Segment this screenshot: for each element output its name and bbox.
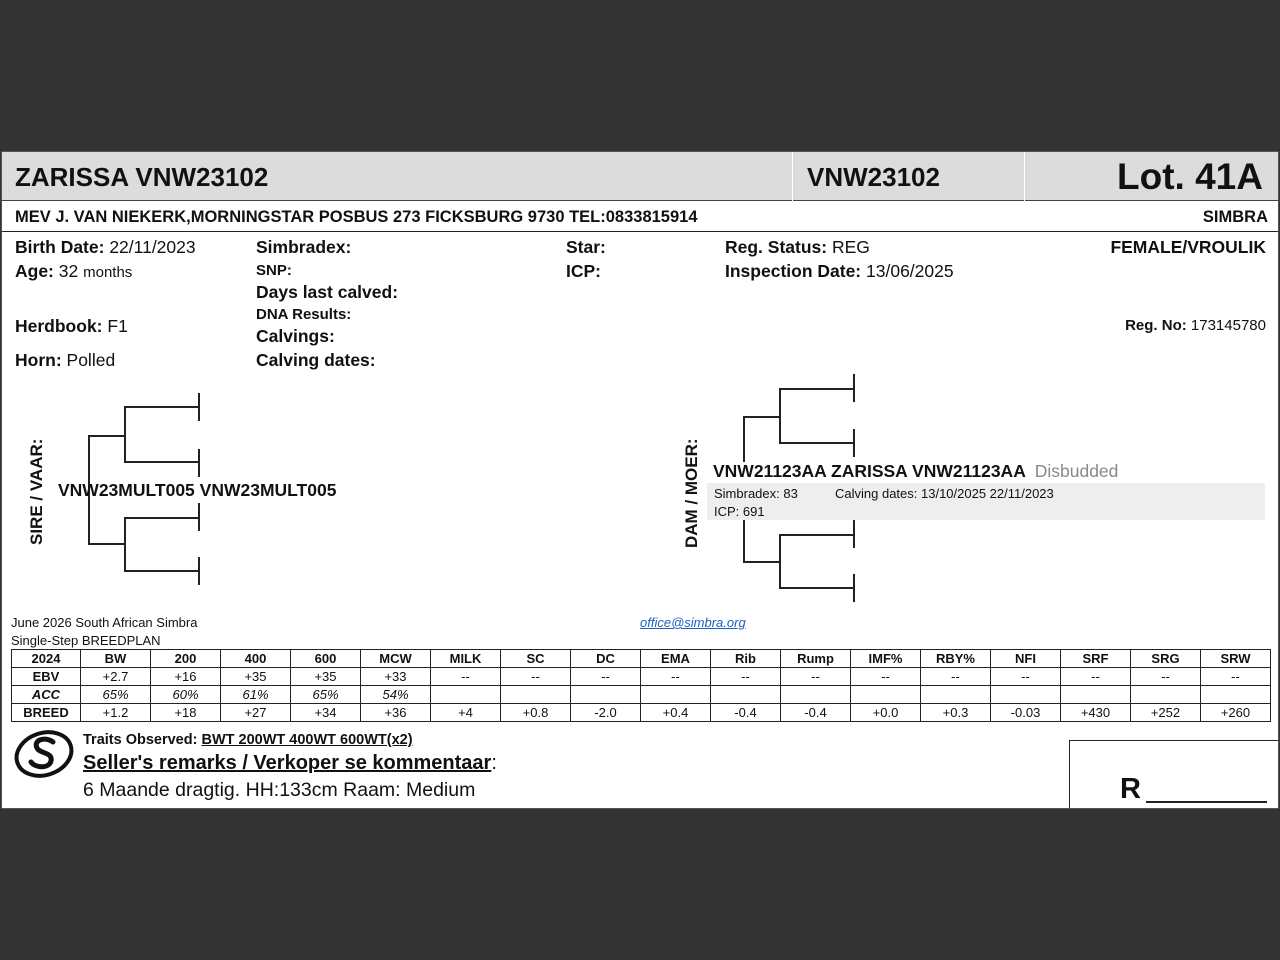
pedigree-line (779, 442, 854, 444)
pedigree-line (198, 449, 200, 477)
pedigree-line (743, 416, 780, 418)
ebv-cell: 61% (221, 686, 291, 704)
ebv-cell: -0.4 (781, 704, 851, 722)
ebv-cell (431, 686, 501, 704)
pedigree-line (779, 587, 854, 589)
ebv-cell: 60% (151, 686, 221, 704)
ebv-cell: +35 (221, 668, 291, 686)
pedigree-line (88, 543, 125, 545)
ebv-cell (851, 686, 921, 704)
breedplan-line1: June 2026 South African Simbra (11, 615, 198, 630)
price-currency: R (1120, 773, 1141, 805)
ebv-cell: +4 (431, 704, 501, 722)
ebv-cell (1131, 686, 1201, 704)
traits-observed: Traits Observed: BWT 200WT 400WT 600WT(x2) (83, 732, 413, 748)
ebv-cell: 65% (81, 686, 151, 704)
pedigree-line (124, 517, 126, 572)
reg-status: Reg. Status: REG (725, 237, 870, 257)
pedigree-line (124, 406, 199, 408)
ebv-cell: EBV (12, 668, 81, 686)
ebv-cell: -0.03 (991, 704, 1061, 722)
star-label: Star: (566, 237, 606, 257)
ebv-cell: NFI (991, 650, 1061, 668)
ebv-cell: +0.0 (851, 704, 921, 722)
breed-row (12, 704, 1271, 722)
ebv-cell: -- (1131, 668, 1201, 686)
ebv-cell (501, 686, 571, 704)
ebv-cell: DC (571, 650, 641, 668)
dam-simbradex: Simbradex: 83 (714, 486, 798, 501)
ebv-cell: IMF% (851, 650, 921, 668)
ebv-cell: +252 (1131, 704, 1201, 722)
pedigree-line (743, 561, 780, 563)
seller-remarks: 6 Maande dragtig. HH:133cm Raam: Medium (83, 779, 476, 801)
price-line[interactable] (1146, 801, 1267, 803)
breed-name: SIMBRA (1202, 208, 1268, 226)
ebv-cell: 600 (291, 650, 361, 668)
ebv-cell: EMA (641, 650, 711, 668)
pedigree-line (779, 534, 854, 536)
ebv-cell: +34 (291, 704, 361, 722)
ebv-cell: RBY% (921, 650, 991, 668)
ebv-cell: +35 (291, 668, 361, 686)
lot-card (1, 151, 1279, 809)
card-header (2, 152, 1279, 201)
ebv-cell: -- (1201, 668, 1271, 686)
lot-number: Lot. 41A (1117, 156, 1263, 197)
ebv-cell: -- (921, 668, 991, 686)
ebv-cell: 65% (291, 686, 361, 704)
header-divider (792, 152, 793, 201)
days-last-calved-label: Days last calved: (256, 282, 399, 302)
pedigree-line (198, 557, 200, 585)
ebv-cell: -- (1061, 668, 1131, 686)
ebv-cell: +27 (221, 704, 291, 722)
horn: Horn: Polled (15, 350, 116, 370)
email-link[interactable]: office@simbra.org (640, 615, 746, 630)
breedplan-line2: Single-Step BREEDPLAN (11, 633, 161, 648)
seller-remarks-title: Seller's remarks / Verkoper se kommentaar: (83, 752, 497, 774)
ebv-cell: -- (991, 668, 1061, 686)
simbradex-label: Simbradex: (256, 237, 352, 257)
ebv-cell: +430 (1061, 704, 1131, 722)
pedigree-line (124, 461, 199, 463)
ebv-cell: 400 (221, 650, 291, 668)
inspection-date: Inspection Date: 13/06/2025 (725, 261, 954, 281)
sire-label: SIRE / VAAR: (27, 438, 46, 545)
ebv-cell (781, 686, 851, 704)
ebv-cell: ACC (12, 686, 81, 704)
ebv-cell: +0.4 (641, 704, 711, 722)
herdbook: Herdbook: F1 (15, 316, 128, 336)
ebv-cell: BREED (12, 704, 81, 722)
price-box (1069, 740, 1279, 809)
ebv-cell: +260 (1201, 704, 1271, 722)
ebv-cell: -- (781, 668, 851, 686)
birth-date: Birth Date: 22/11/2023 (15, 237, 196, 257)
ebv-cell: -- (571, 668, 641, 686)
ebv-cell: 200 (151, 650, 221, 668)
pedigree-line (853, 574, 855, 602)
ebv-cell (571, 686, 641, 704)
animal-name: ZARISSA VNW23102 (15, 162, 269, 192)
ebv-cell (991, 686, 1061, 704)
ebv-cell: 54% (361, 686, 431, 704)
simbra-logo-icon (13, 728, 75, 778)
pedigree-line (779, 388, 854, 390)
pedigree-line (779, 388, 781, 444)
ebv-cell: +0.3 (921, 704, 991, 722)
ebv-cell: MCW (361, 650, 431, 668)
ebv-cell: -0.4 (711, 704, 781, 722)
ebv-cell: +2.7 (81, 668, 151, 686)
ebv-cell (921, 686, 991, 704)
ebv-cell: -- (431, 668, 501, 686)
owner-row (2, 202, 1279, 232)
pedigree-line (124, 570, 199, 572)
ebv-cell: -2.0 (571, 704, 641, 722)
ebv-cell: +36 (361, 704, 431, 722)
pedigree-line (853, 429, 855, 457)
ebv-header-row (12, 650, 1271, 668)
ebv-cell: 2024 (12, 650, 81, 668)
snp-label: SNP: (256, 262, 292, 279)
age: Age: 32 months (15, 261, 133, 281)
ebv-cell: SC (501, 650, 571, 668)
pedigree-line (853, 520, 855, 548)
dna-results-label: DNA Results: (256, 306, 352, 323)
dam-calving-dates: Calving dates: 13/10/2025 22/11/2023 (835, 486, 1054, 501)
ebv-row (12, 668, 1271, 686)
animal-id: VNW23102 (807, 162, 940, 192)
ebv-cell: Rump (781, 650, 851, 668)
ebv-cell (641, 686, 711, 704)
calving-dates-label: Calving dates: (256, 350, 376, 370)
ebv-cell: +33 (361, 668, 431, 686)
ebv-cell: SRG (1131, 650, 1201, 668)
calvings-label: Calvings: (256, 326, 335, 346)
pedigree-line (779, 534, 781, 589)
sex: FEMALE/VROULIK (1110, 237, 1266, 257)
pedigree-line (853, 374, 855, 402)
pedigree-line (124, 406, 126, 463)
ebv-cell: -- (851, 668, 921, 686)
reg-no: Reg. No: 173145780 (1125, 317, 1266, 334)
ebv-cell: +18 (151, 704, 221, 722)
pedigree-line (198, 393, 200, 421)
pedigree-line (88, 435, 125, 437)
dam-name: VNW21123AA ZARISSA VNW21123AA Disbudded (713, 461, 1119, 481)
ebv-cell: +1.2 (81, 704, 151, 722)
ebv-cell: BW (81, 650, 151, 668)
ebv-cell: SRW (1201, 650, 1271, 668)
sire-name: VNW23MULT005 VNW23MULT005 (58, 480, 337, 500)
dam-label: DAM / MOER: (682, 438, 701, 548)
pedigree-line (198, 503, 200, 531)
ebv-cell: MILK (431, 650, 501, 668)
acc-row (12, 686, 1271, 704)
pedigree-line (124, 517, 199, 519)
ebv-cell: -- (501, 668, 571, 686)
ebv-cell: +0.8 (501, 704, 571, 722)
header-divider (1024, 152, 1025, 201)
pedigree-line (743, 520, 745, 563)
ebv-cell: Rib (711, 650, 781, 668)
ebv-cell (1061, 686, 1131, 704)
pedigree-line (743, 416, 745, 462)
icp-label: ICP: (566, 261, 601, 281)
ebv-cell: +16 (151, 668, 221, 686)
dam-icp: ICP: 691 (714, 504, 765, 519)
ebv-cell (1201, 686, 1271, 704)
ebv-cell (711, 686, 781, 704)
ebv-cell: -- (711, 668, 781, 686)
owner-details: MEV J. VAN NIEKERK,MORNINGSTAR POSBUS 273 FICKSBURG 9730 TEL:0833815914 (15, 208, 698, 226)
dam-horn: Disbudded (1034, 461, 1119, 481)
ebv-table (11, 649, 1271, 722)
ebv-cell: -- (641, 668, 711, 686)
ebv-cell: SRF (1061, 650, 1131, 668)
